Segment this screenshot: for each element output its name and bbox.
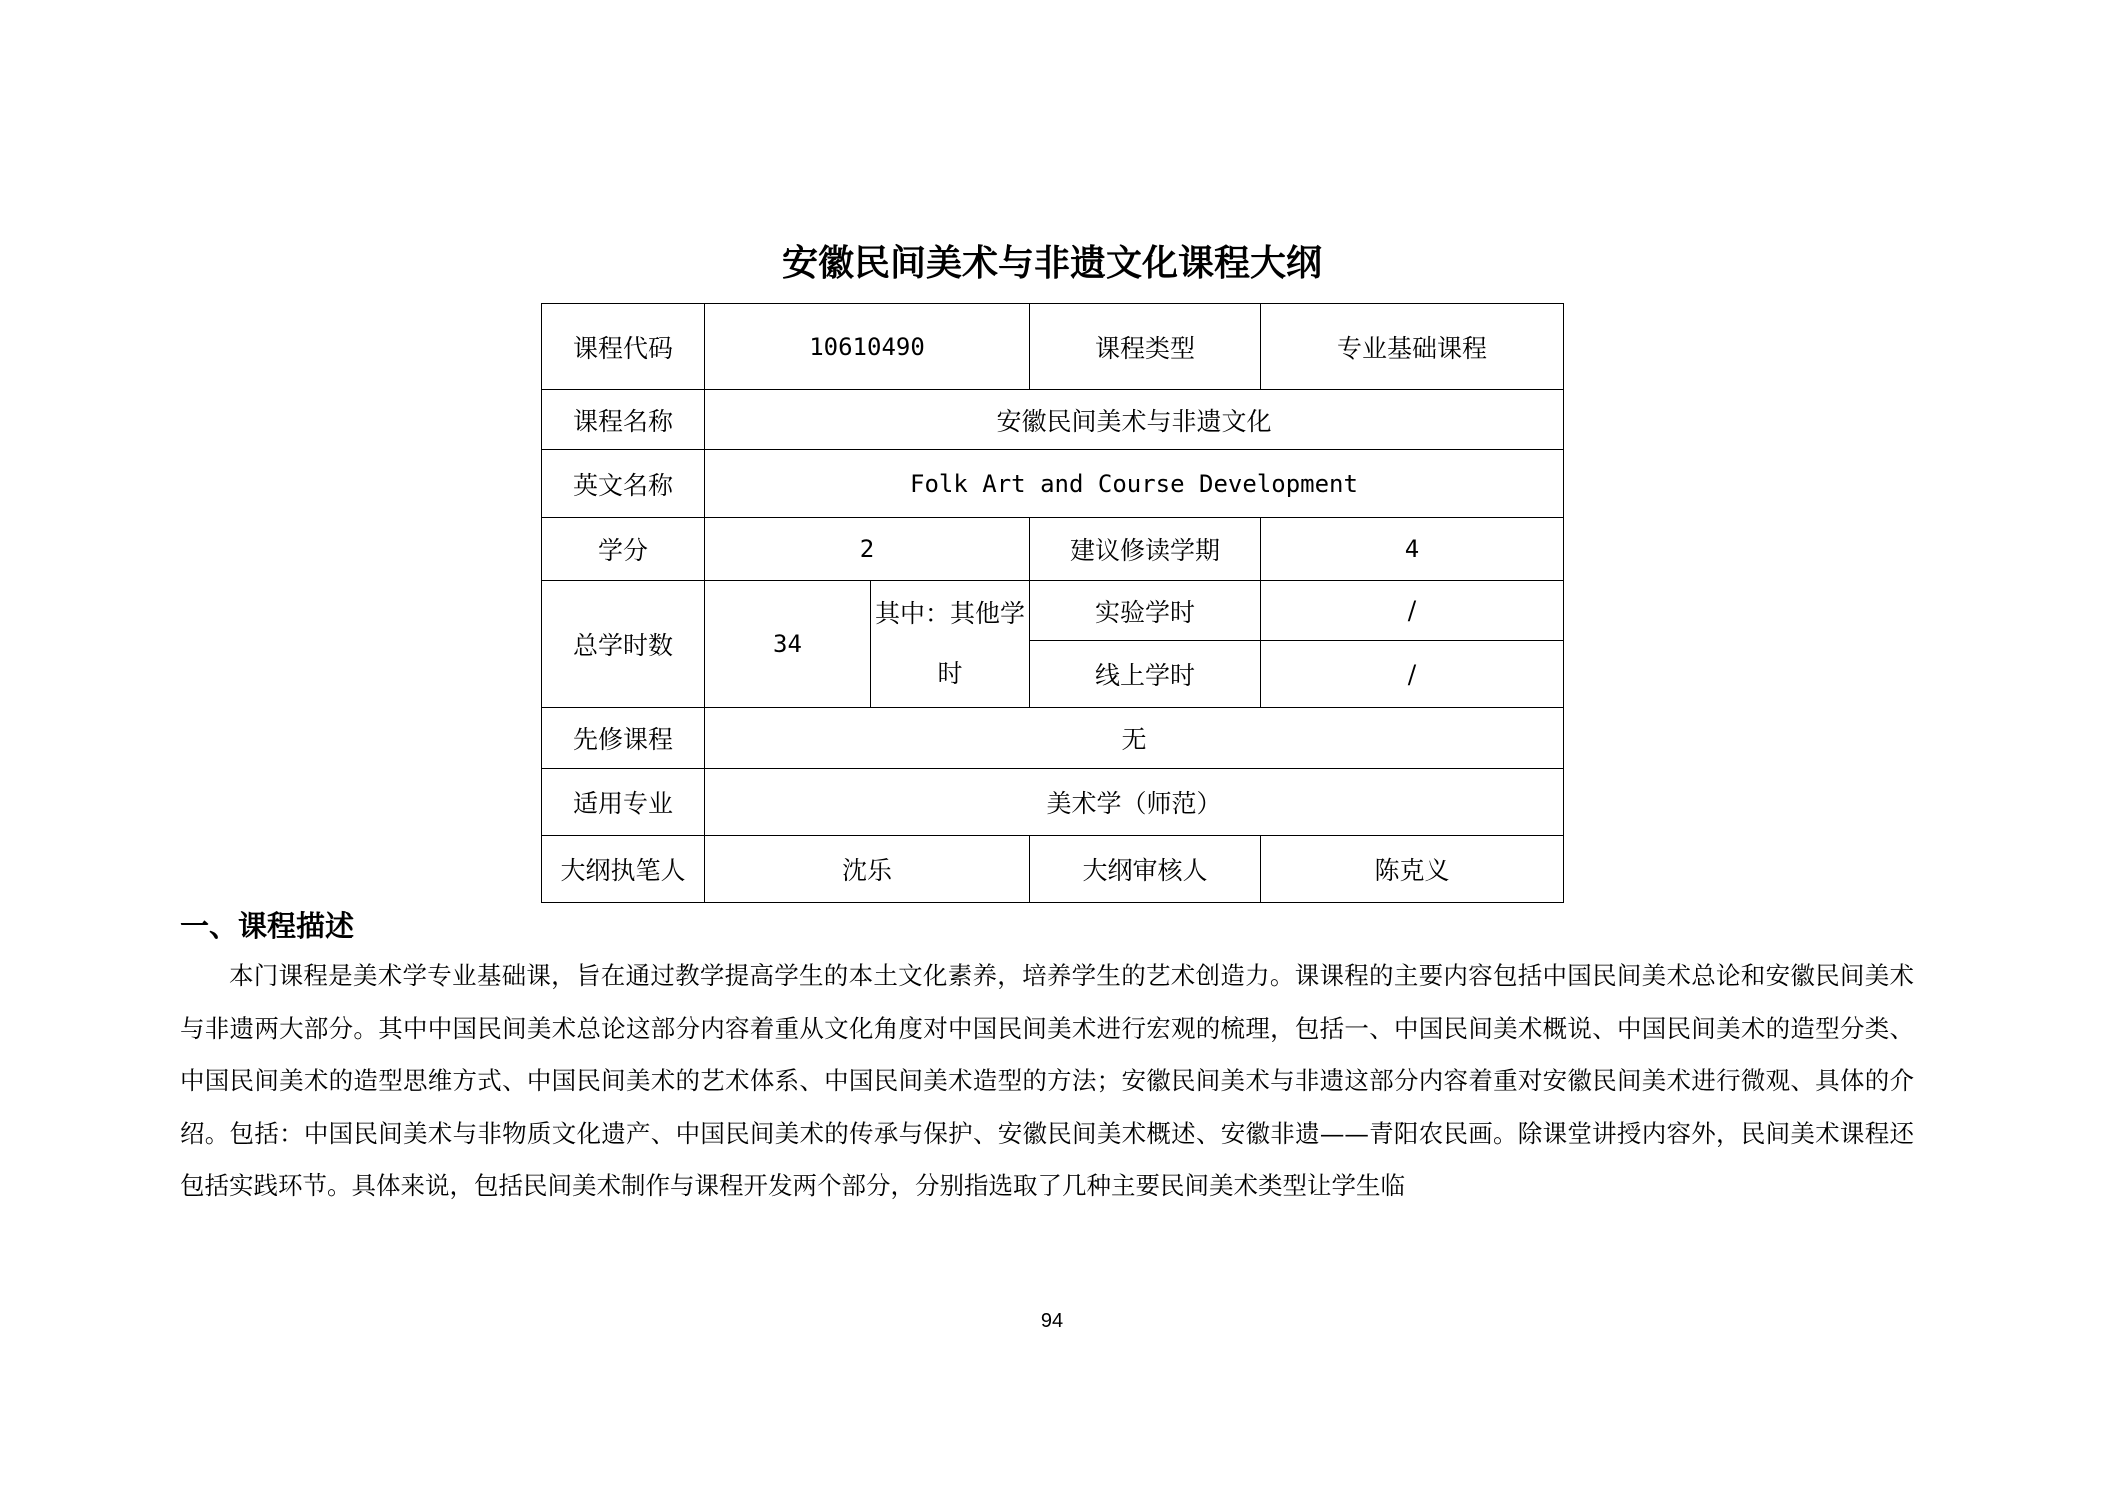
- course-description-paragraph: 本门课程是美术学专业基础课，旨在通过教学提高学生的本土文化素养，培养学生的艺术创造力。课课程的主要内容包括中国民间美术总论和安徽民间美术与非遗两大部分。其中中国民间美术总论这部分内容着重从文化角度对中国民间美术进行宏观的梳理，包括一、中国民间美术概说、中国民间美术的造型分类、中国民间美术的造型思维方式、中国民间美术的艺术体系、中国民间美术造型的方法；安徽民间美术与非遗这部分内容着重对安徽民间美术进行微观、具体的介绍。包括：中国民间美术与非物质文化遗产、中国民间美术的传承与保护、安徽民间美术概述、安徽非遗——青阳农民画。除课堂讲授内容外，民间美术课程还包括实践环节。具体来说，包括民间美术制作与课程开发两个部分，分别指选取了几种主要民间美术类型让学生临: [180, 961, 1914, 1200]
- author-value: 沈乐: [705, 836, 1030, 903]
- major-value: 美术学（师范）: [705, 769, 1564, 836]
- page-number: 94: [1040, 1310, 1064, 1332]
- total-hours-label: 总学时数: [542, 581, 705, 708]
- author-label: 大纲执笔人: [542, 836, 705, 903]
- table-row: [542, 708, 1564, 769]
- course-name-value: 安徽民间美术与非遗文化: [705, 390, 1564, 450]
- prerequisite-label: 先修课程: [542, 708, 705, 769]
- section-heading: 一、课程描述: [180, 909, 355, 943]
- table-row: [542, 390, 1564, 450]
- major-label: 适用专业: [542, 769, 705, 836]
- english-name-label: 英文名称: [542, 450, 705, 518]
- credit-label: 学分: [542, 518, 705, 581]
- table-row: [542, 836, 1564, 903]
- total-hours-value: 34: [705, 581, 871, 708]
- course-type-label: 课程类型: [1030, 304, 1261, 390]
- course-info-table: [541, 303, 1564, 903]
- lab-hours-value: /: [1261, 581, 1564, 641]
- reviewer-label: 大纲审核人: [1030, 836, 1261, 903]
- course-name-label: 课程名称: [542, 390, 705, 450]
- credit-value: 2: [705, 518, 1030, 581]
- reviewer-value: 陈克义: [1261, 836, 1564, 903]
- table-row: [542, 304, 1564, 390]
- other-hours-label: 其中：其他学时: [871, 581, 1030, 708]
- prerequisite-value: 无: [705, 708, 1564, 769]
- table-row: [542, 769, 1564, 836]
- course-code-value: 10610490: [705, 304, 1030, 390]
- english-name-value: Folk Art and Course Development: [705, 450, 1564, 518]
- online-hours-label: 线上学时: [1030, 641, 1261, 708]
- page-title: 安徽民间美术与非遗文化课程大纲: [781, 243, 1322, 284]
- course-code-label: 课程代码: [542, 304, 705, 390]
- table-row: [542, 581, 1564, 641]
- lab-hours-label: 实验学时: [1030, 581, 1261, 641]
- semester-value: 4: [1261, 518, 1564, 581]
- online-hours-value: /: [1261, 641, 1564, 708]
- table-row: [542, 450, 1564, 518]
- semester-label: 建议修读学期: [1030, 518, 1261, 581]
- course-type-value: 专业基础课程: [1261, 304, 1564, 390]
- table-row: [542, 518, 1564, 581]
